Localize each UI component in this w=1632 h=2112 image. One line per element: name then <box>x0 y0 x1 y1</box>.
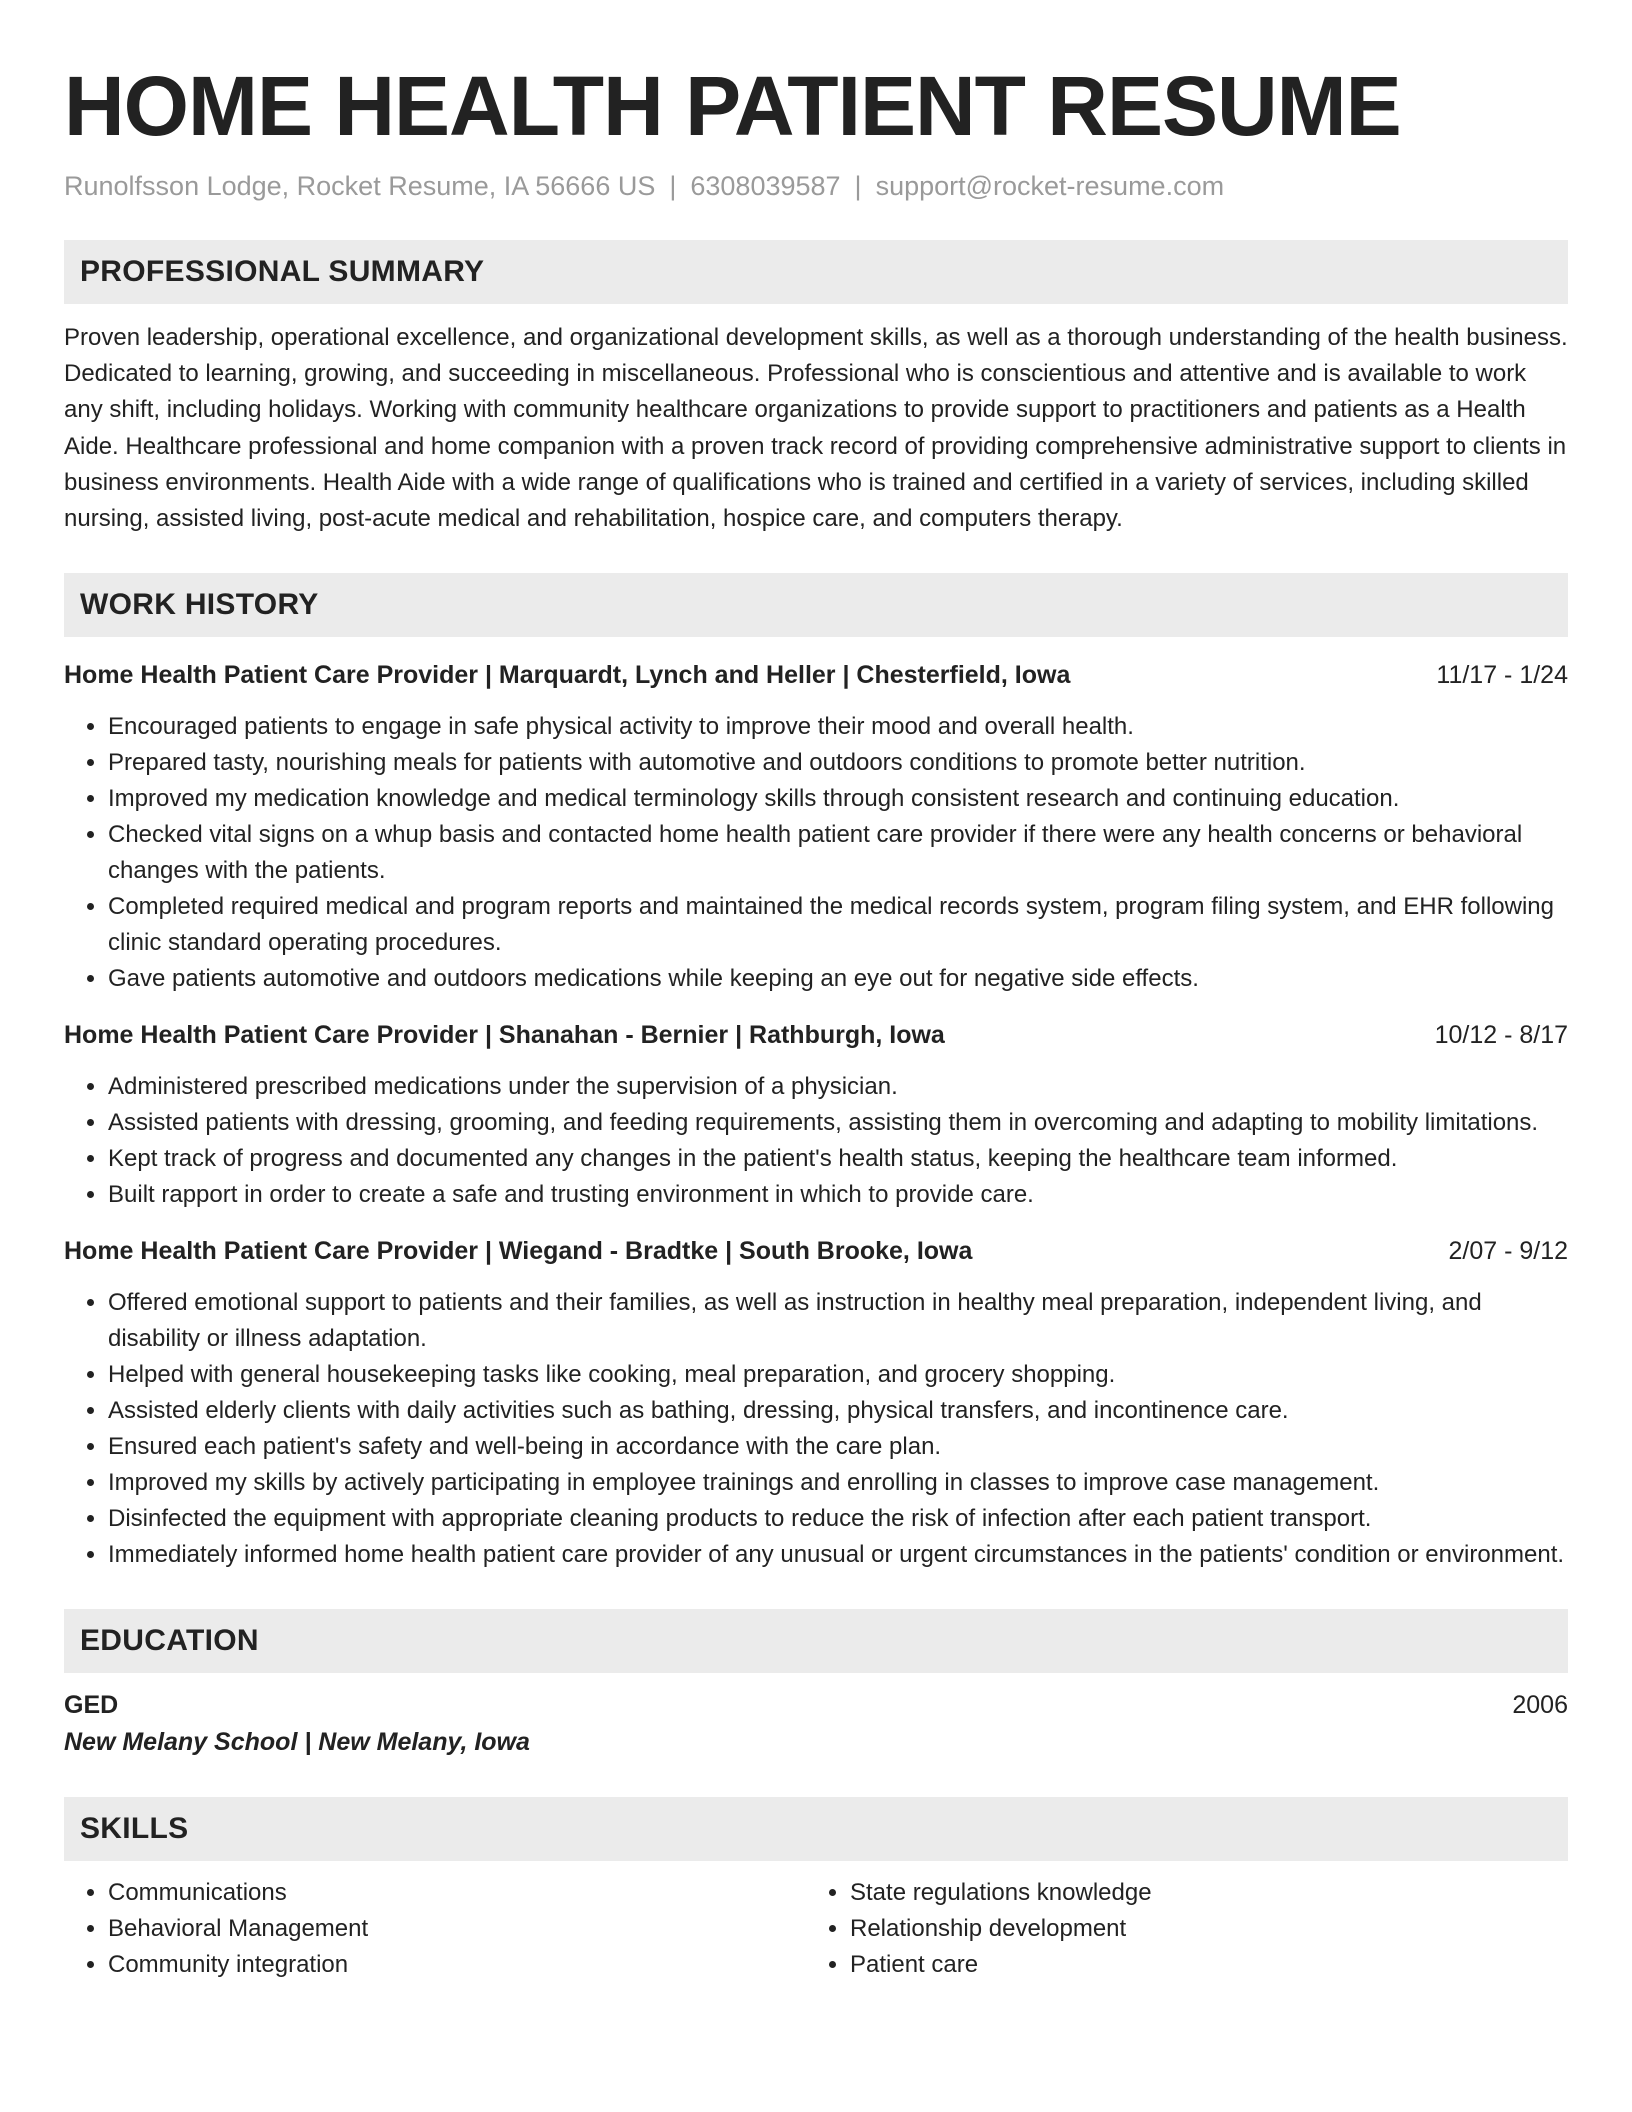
contact-email: support@rocket-resume.com <box>875 171 1225 201</box>
contact-separator: | <box>669 171 677 201</box>
job-bullets <box>64 709 1568 997</box>
skills-column-left <box>64 1875 806 1983</box>
job-bullet: • Improved my medication knowledge and medical terminology skills through consistent research and continuing education. <box>108 781 1568 817</box>
education-degree: GED <box>64 1691 119 1720</box>
job-bullet: • Administered prescribed medications under the supervision of a physician. <box>108 1069 1568 1105</box>
skill-item: • State regulations knowledge <box>850 1875 1566 1911</box>
job-bullet: • Offered emotional support to patients and their families, as well as instruction in healthy meal preparation, independent living, and disability or illness adaptation. <box>108 1285 1568 1357</box>
job-bullet: • Built rapport in order to create a safe and trusting environment in which to provide care. <box>108 1177 1568 1213</box>
skills-list <box>64 1875 1568 1983</box>
resume-title: HOME HEALTH PATIENT RESUME <box>64 59 1401 153</box>
job-bullet: • Disinfected the equipment with appropriate cleaning products to reduce the risk of infection after each patient transport. <box>108 1501 1568 1537</box>
skill-item: • Behavioral Management <box>108 1911 806 1947</box>
education-year: 2006 <box>1512 1691 1568 1720</box>
job-header <box>64 1233 1568 1269</box>
job-bullet: • Assisted patients with dressing, grooming, and feeding requirements, assisting them in overcoming and adapting to mobility limitations. <box>108 1105 1568 1141</box>
job-bullet: • Immediately informed home health patient care provider of any unusual or urgent circumstances in the patients' condition or environment. <box>108 1537 1568 1573</box>
job-bullets <box>64 1285 1568 1573</box>
job-header <box>64 1017 1568 1053</box>
contact-address: Runolfsson Lodge, Rocket Resume, IA 56666 US <box>64 171 656 201</box>
skills-heading: SKILLS <box>64 1797 1568 1861</box>
job-bullet: • Kept track of progress and documented any changes in the patient's health status, keeping the healthcare team informed. <box>108 1141 1568 1177</box>
skill-item: • Relationship development <box>850 1911 1566 1947</box>
contact-line <box>64 168 1568 204</box>
contact-separator: | <box>854 171 862 201</box>
work-history-heading: WORK HISTORY <box>64 573 1568 637</box>
job-title: Home Health Patient Care Provider | Marquardt, Lynch and Heller | Chesterfield, Iowa <box>64 661 1071 690</box>
job-bullet: • Ensured each patient's safety and well-being in accordance with the care plan. <box>108 1429 1568 1465</box>
job-title: Home Health Patient Care Provider | Wiegand - Bradtke | South Brooke, Iowa <box>64 1237 973 1266</box>
skills-column-right <box>806 1875 1566 1983</box>
job-bullet: • Helped with general housekeeping tasks like cooking, meal preparation, and grocery shopping. <box>108 1357 1568 1393</box>
job-bullet: • Improved my skills by actively participating in employee trainings and enrolling in classes to improve case management. <box>108 1465 1568 1501</box>
job-bullet: • Prepared tasty, nourishing meals for patients with automotive and outdoors conditions to promote better nutrition. <box>108 745 1568 781</box>
job-dates: 2/07 - 9/12 <box>1448 1237 1568 1266</box>
job-entry <box>64 1017 1568 1213</box>
job-bullet: • Checked vital signs on a whup basis and contacted home health patient care provider if there were any health concerns or behavioral changes with the patients. <box>108 817 1568 889</box>
skill-item: • Communications <box>108 1875 806 1911</box>
job-dates: 11/17 - 1/24 <box>1436 661 1568 690</box>
job-header <box>64 657 1568 693</box>
job-bullet: • Assisted elderly clients with daily activities such as bathing, dressing, physical transfers, and incontinence care. <box>108 1393 1568 1429</box>
job-bullet: • Completed required medical and program reports and maintained the medical records system, program filing system, and EHR following clinic standard operating procedures. <box>108 889 1568 961</box>
job-title: Home Health Patient Care Provider | Shanahan - Bernier | Rathburgh, Iowa <box>64 1021 945 1050</box>
skill-item: • Patient care <box>850 1947 1566 1983</box>
education-entry <box>64 1687 1568 1723</box>
job-dates: 10/12 - 8/17 <box>1434 1021 1568 1050</box>
skill-item: • Community integration <box>108 1947 806 1983</box>
job-bullet: • Encouraged patients to engage in safe physical activity to improve their mood and overall health. <box>108 709 1568 745</box>
education-heading: EDUCATION <box>64 1609 1568 1673</box>
contact-phone: 6308039587 <box>690 171 841 201</box>
job-entry <box>64 657 1568 997</box>
job-bullet: • Gave patients automotive and outdoors medications while keeping an eye out for negative side effects. <box>108 961 1568 997</box>
job-entry <box>64 1233 1568 1573</box>
summary-heading: PROFESSIONAL SUMMARY <box>64 240 1568 304</box>
summary-text: Proven leadership, operational excellence, and organizational development skills, as well as a thorough understanding of the health business. Dedicated to learning, growing, and succeeding in miscellaneous. Professional who is conscientious and attentive and is available to work any shift, including holidays. Working with community healthcare organizations to provide support to practitioners and patients as a Health Aide. Healthcare professional and home companion with a proven track record of providing comprehensive administrative support to clients in business environments. Health Aide with a wide range of qualifications who is trained and certified in a variety of services, including skilled nursing, assisted living, post-acute medical and rehabilitation, hospice care, and computers therapy. <box>64 324 1568 533</box>
education-school: New Melany School | New Melany, Iowa <box>64 1728 530 1757</box>
job-bullets <box>64 1069 1568 1213</box>
